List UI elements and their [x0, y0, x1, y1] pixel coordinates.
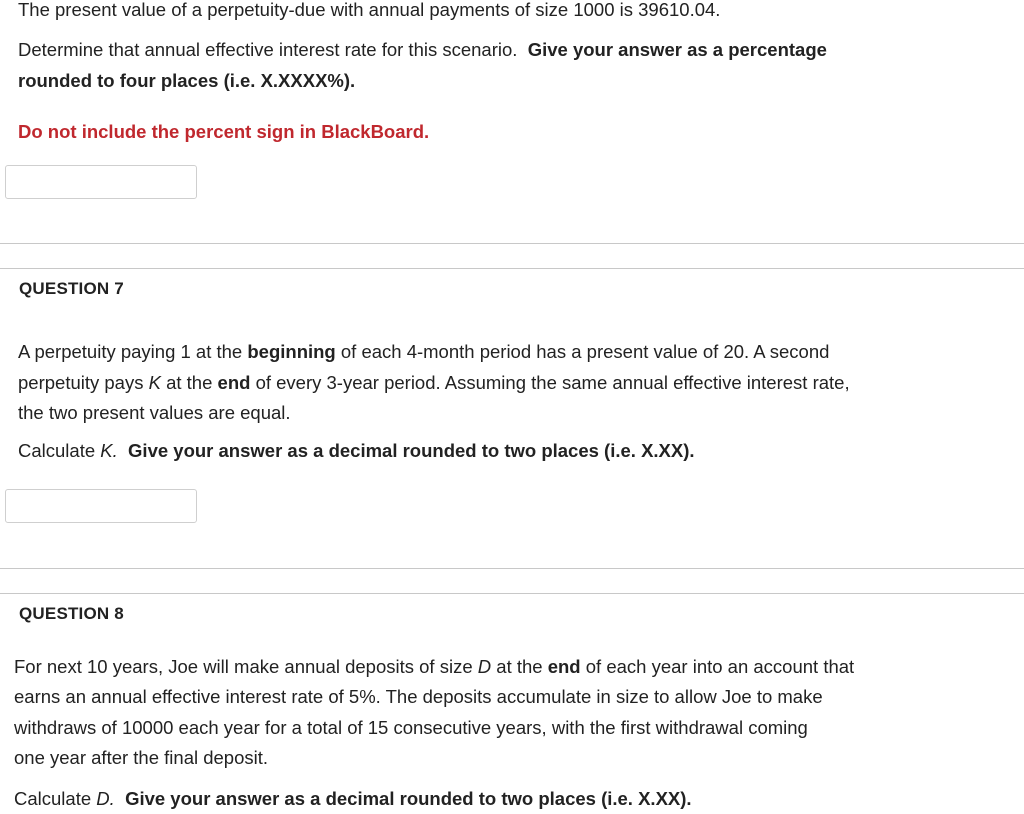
q8-prompt-line-3: withdraws of 10000 each year for a total of 15 consecutive years, with the first withdrawal coming	[14, 717, 808, 738]
q8-prompt-line-1	[14, 656, 854, 678]
q8-prompt-line-4: one year after the final deposit.	[14, 747, 269, 768]
q8-prompt-line-2: earns an annual effective interest rate of 5%. The deposits accumulate in size to allow Joe to make	[14, 686, 823, 707]
q8-text: at the	[496, 656, 543, 677]
q7-instruction-text: Give your answer as a decimal rounded to two places (i.e. X.XX).	[128, 440, 695, 461]
q8-text: of each year into an account that	[585, 656, 855, 677]
q7-prompt-line-1	[18, 341, 829, 363]
question-divider	[0, 568, 1024, 569]
q7-answer-input[interactable]	[5, 489, 197, 523]
q7-variable-k: K	[148, 372, 161, 393]
question-divider	[0, 243, 1024, 244]
q6-prompt-text: Determine that annual effective interest rate for this scenario.	[18, 39, 518, 60]
q7-variable-k: K.	[100, 440, 118, 461]
q7-emphasis-beginning: beginning	[247, 341, 336, 362]
q7-text: A perpetuity paying 1 at the	[18, 341, 243, 362]
q6-prompt-line-1	[18, 0, 720, 21]
q7-text: at the	[166, 372, 213, 393]
q7-text: of every 3-year period. Assuming the same annual effective interest rate,	[255, 372, 850, 393]
q6-prompt-line-2	[18, 39, 827, 61]
q7-text: of each 4-month period has a present value of 20. A second	[340, 341, 830, 362]
q7-instruction-line	[18, 440, 695, 462]
q6-prompt-text: The present value of a perpetuity-due with annual payments of size 1000 is 39610.04.	[18, 0, 721, 20]
q8-variable-d: D.	[96, 788, 115, 809]
q7-text: the two present values are equal.	[18, 402, 291, 423]
q7-emphasis-end: end	[217, 372, 251, 393]
question-7-header-top-border	[0, 268, 1024, 269]
q7-prompt-line-2	[18, 372, 850, 394]
question-8-header-top-border	[0, 593, 1024, 594]
q6-instruction-line: rounded to four places (i.e. X.XXXX%).	[18, 70, 356, 91]
q7-text: Calculate	[18, 440, 96, 461]
q8-emphasis-end: end	[547, 656, 581, 677]
q8-instruction-text: Give your answer as a decimal rounded to two places (i.e. X.XX).	[125, 788, 692, 809]
q7-text: perpetuity pays	[18, 372, 144, 393]
q8-instruction-line	[14, 788, 692, 810]
q8-text: For next 10 years, Joe will make annual deposits of size	[14, 656, 473, 677]
question-8-title: QUESTION 8	[19, 604, 124, 623]
q6-instruction-text: Give your answer as a percentage	[527, 39, 827, 60]
q6-answer-input[interactable]	[5, 165, 197, 199]
question-7-title: QUESTION 7	[19, 279, 124, 298]
q6-warning-text: Do not include the percent sign in BlackBoard.	[18, 121, 430, 142]
q8-text: Calculate	[14, 788, 92, 809]
q7-prompt-line-3	[18, 402, 291, 424]
q8-variable-d: D	[477, 656, 492, 677]
